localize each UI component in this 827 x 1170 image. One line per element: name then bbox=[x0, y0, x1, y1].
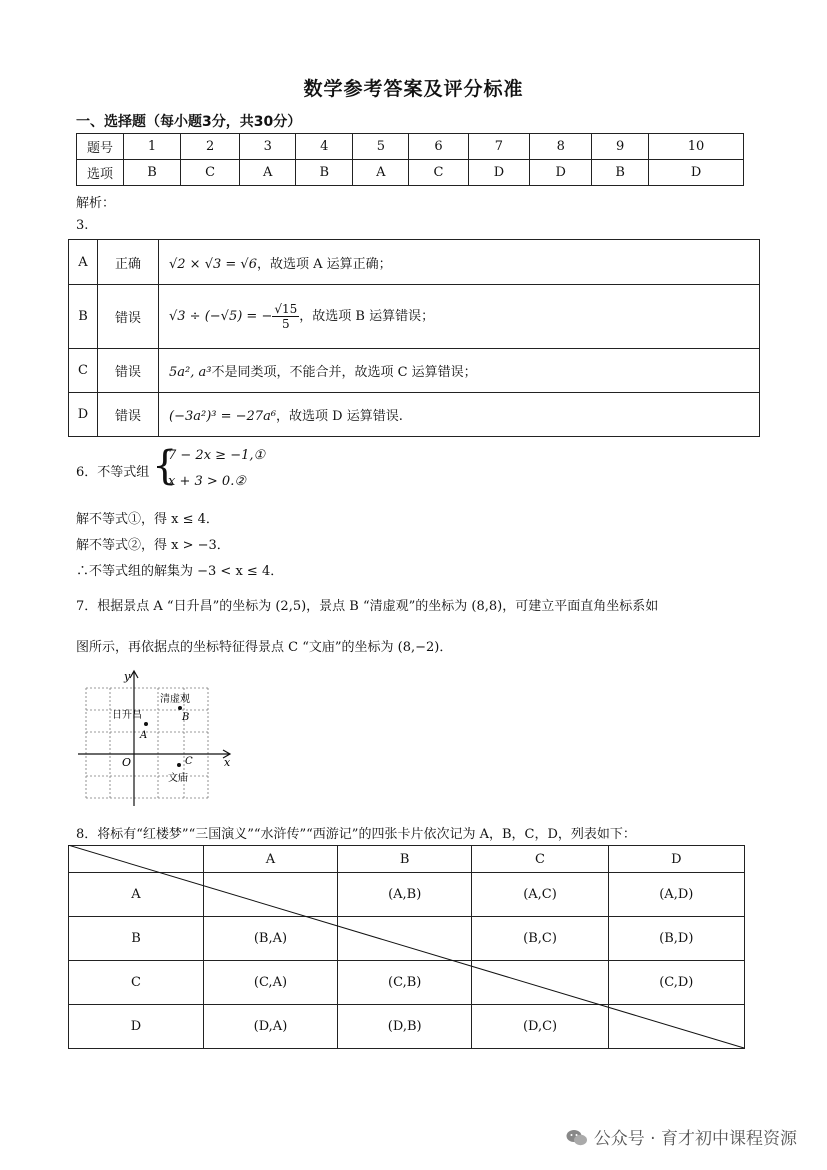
question-number: 4 bbox=[296, 134, 353, 160]
math-expression: √3 ÷ (−√5) = − bbox=[169, 309, 273, 324]
solution-line: 解不等式①，得 x ≤ 4． bbox=[76, 512, 219, 527]
page-title: 数学参考答案及评分标准 bbox=[303, 78, 524, 100]
fraction bbox=[272, 302, 299, 331]
explanation-cell bbox=[159, 285, 760, 349]
table-row bbox=[69, 349, 760, 393]
question-number: 10 bbox=[649, 134, 744, 160]
column-header: D bbox=[608, 846, 744, 873]
coordinate-graph bbox=[74, 668, 244, 808]
y-axis-label: y bbox=[124, 670, 131, 683]
answer-option: B bbox=[296, 160, 353, 186]
answer-table bbox=[76, 133, 744, 186]
table-cell: (B,D) bbox=[608, 917, 744, 961]
row-header: C bbox=[69, 961, 204, 1005]
explanation-cell bbox=[159, 393, 760, 437]
fraction-denominator: 5 bbox=[282, 317, 290, 331]
answer-option: A bbox=[240, 160, 296, 186]
row-header: 题号 bbox=[77, 134, 124, 160]
solution-line: ∴不等式组的解集为 −3 < x ≤ 4． bbox=[76, 564, 284, 579]
explanation-cell bbox=[159, 240, 760, 285]
table-cell: (D,C) bbox=[472, 1005, 608, 1049]
table-row bbox=[69, 285, 760, 349]
option-cell: B bbox=[69, 285, 98, 349]
analysis-label: 解析： bbox=[76, 196, 116, 211]
q6-label: 6．不等式组 bbox=[76, 465, 150, 480]
point-c-caption: 文庙 bbox=[168, 773, 188, 784]
column-header: B bbox=[337, 846, 472, 873]
section-heading: 一、选择题（每小题3分，共30分） bbox=[76, 114, 302, 130]
verdict-cell: 错误 bbox=[98, 285, 159, 349]
table-cell: (C,A) bbox=[204, 961, 338, 1005]
question-number: 8 bbox=[530, 134, 592, 160]
math-expression: √2 × √3 = √6 bbox=[169, 256, 257, 272]
answer-option: B bbox=[124, 160, 181, 186]
x-axis-label: x bbox=[224, 756, 231, 769]
inequality-1: 7 − 2x ≥ −1,① bbox=[168, 448, 266, 463]
inequality-2: x + 3 > 0.② bbox=[168, 474, 246, 489]
verdict-cell: 错误 bbox=[98, 393, 159, 437]
table-row bbox=[69, 240, 760, 285]
question-number: 6 bbox=[409, 134, 468, 160]
answer-option: D bbox=[468, 160, 530, 186]
solution-line: 解不等式②，得 x > −3． bbox=[76, 538, 230, 553]
point-c-label: C bbox=[185, 756, 193, 767]
math-expression: 5a², a³ bbox=[169, 365, 212, 380]
question-number: 3 bbox=[240, 134, 296, 160]
q7-text-line1: 7．根据景点 A “日升昌”的坐标为 (2,5)，景点 B “清虚观”的坐标为 (8,8)，可建立平面直角坐标系如 bbox=[76, 599, 659, 614]
verdict-cell: 错误 bbox=[98, 349, 159, 393]
watermark bbox=[566, 1124, 797, 1149]
question-number: 1 bbox=[124, 134, 181, 160]
point-b-caption: 清虚观 bbox=[160, 694, 190, 705]
q8-intro: 8．将标有“红楼梦”“三国演义”“水浒传”“西游记”的四张卡片依次记为 A，B，C，D，列表如下： bbox=[76, 827, 636, 842]
table-row bbox=[69, 393, 760, 437]
table-cell: (C,B) bbox=[337, 961, 472, 1005]
row-header: 选项 bbox=[77, 160, 124, 186]
table-cell: (A,C) bbox=[472, 873, 608, 917]
option-cell: D bbox=[69, 393, 98, 437]
answer-option: A bbox=[353, 160, 409, 186]
question-number: 9 bbox=[592, 134, 649, 160]
point-b-label: B bbox=[182, 712, 190, 723]
table-cell: (B,A) bbox=[204, 917, 338, 961]
q3-table bbox=[68, 239, 760, 437]
column-header: A bbox=[204, 846, 338, 873]
diagonal-line bbox=[68, 845, 746, 1050]
point-a bbox=[144, 722, 148, 726]
question-number: 5 bbox=[353, 134, 409, 160]
math-expression: (−3a²)³ = −27a⁶ bbox=[169, 409, 277, 424]
explanation-text: ，故选项 D 运算错误. bbox=[276, 409, 403, 424]
row-header: B bbox=[69, 917, 204, 961]
wechat-icon bbox=[566, 1129, 588, 1147]
question-number: 2 bbox=[181, 134, 240, 160]
system-brace: { bbox=[152, 443, 178, 489]
answer-option: D bbox=[649, 160, 744, 186]
answer-option: B bbox=[592, 160, 649, 186]
table-row bbox=[77, 160, 744, 186]
explanation-text: ，故选项 B 运算错误； bbox=[299, 309, 435, 324]
row-header: D bbox=[69, 1005, 204, 1049]
table-cell: (D,A) bbox=[204, 1005, 338, 1049]
table-cell: (A,B) bbox=[337, 873, 472, 917]
table-cell: (C,D) bbox=[608, 961, 744, 1005]
table-row bbox=[77, 134, 744, 160]
point-a-label: A bbox=[140, 730, 148, 741]
question-number: 7 bbox=[468, 134, 530, 160]
table-cell: (A,D) bbox=[608, 873, 744, 917]
table-cell: (B,C) bbox=[472, 917, 608, 961]
axes bbox=[78, 671, 230, 806]
answer-option: C bbox=[409, 160, 468, 186]
point-a-caption: 日升昌 bbox=[112, 710, 142, 721]
q3-label: 3. bbox=[76, 218, 89, 233]
table-cell: (D,B) bbox=[337, 1005, 472, 1049]
fraction-numerator: √15 bbox=[274, 302, 298, 316]
origin-label: O bbox=[122, 756, 132, 769]
explanation-text: ，故选项 A 运算正确； bbox=[256, 256, 392, 272]
column-header: C bbox=[472, 846, 608, 873]
point-b bbox=[178, 706, 182, 710]
answer-option: D bbox=[530, 160, 592, 186]
q7-text-line2: 图所示，再依据点的坐标特征得景点 C “文庙”的坐标为 (8,−2)． bbox=[76, 640, 453, 655]
option-cell: C bbox=[69, 349, 98, 393]
explanation-text: 不是同类项，不能合并，故选项 C 运算错误； bbox=[211, 365, 477, 380]
verdict-cell: 正确 bbox=[98, 240, 159, 285]
row-header: A bbox=[69, 873, 204, 917]
answer-option: C bbox=[181, 160, 240, 186]
point-c bbox=[177, 763, 181, 767]
option-cell: A bbox=[69, 240, 98, 285]
watermark-text: 公众号 · 育才初中课程资源 bbox=[593, 1129, 797, 1149]
explanation-cell bbox=[159, 349, 760, 393]
